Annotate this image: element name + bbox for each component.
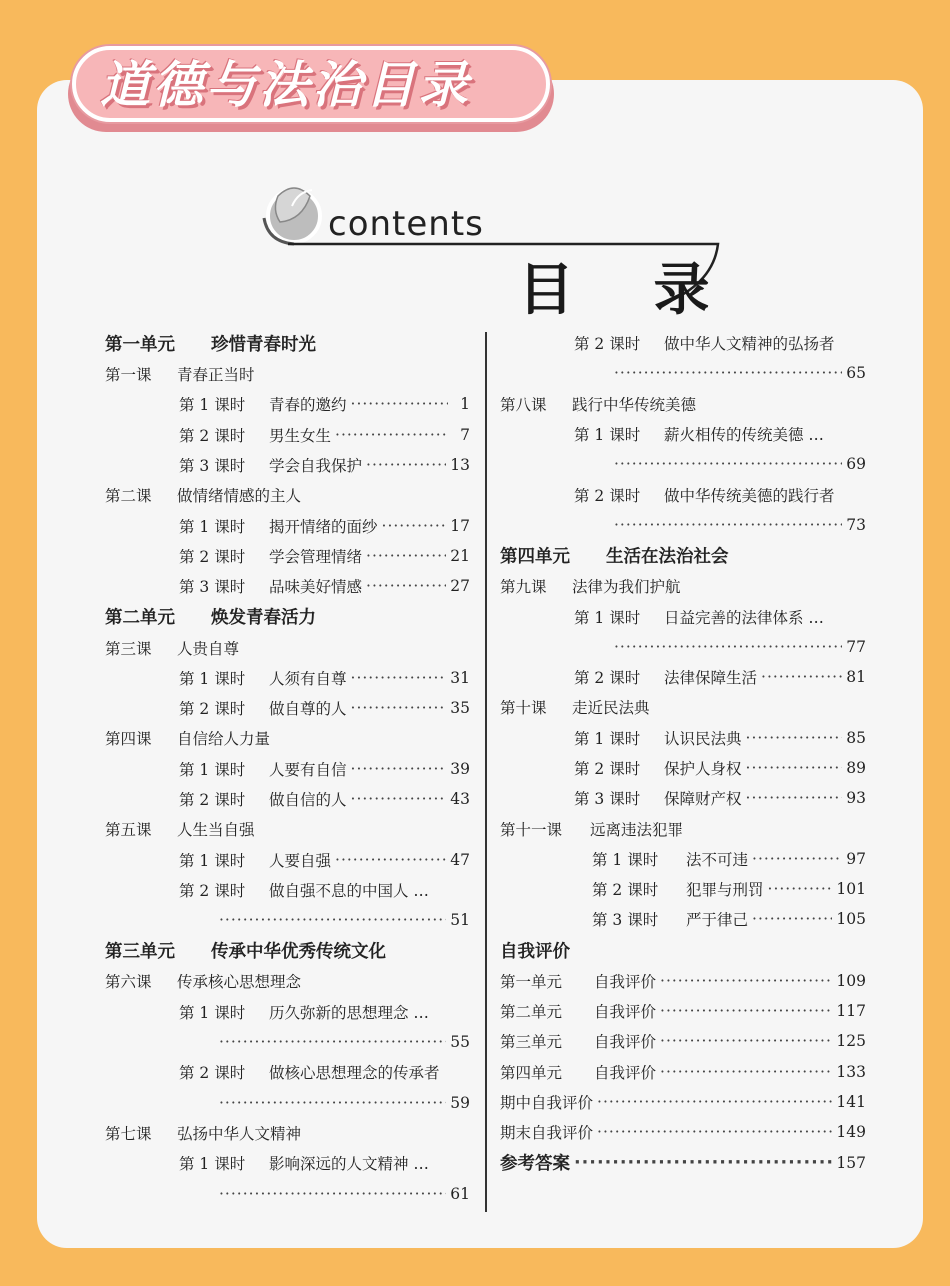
unit-number: 第一单元 (105, 335, 175, 355)
dot-leader (597, 1093, 832, 1111)
period-number: 第 2 课时 (179, 547, 246, 566)
page-number: 7 (460, 425, 470, 444)
toc-period[interactable] (105, 997, 470, 1027)
toc-period-continued[interactable] (105, 1088, 470, 1118)
lesson-title: 远离违法犯罪 (590, 820, 684, 839)
lesson-title: 人贵自尊 (177, 639, 240, 658)
dot-leader (351, 395, 448, 413)
toc-period[interactable] (500, 601, 866, 631)
page-number: 47 (450, 850, 470, 869)
page-number: 81 (846, 668, 866, 687)
period-number: 第 2 课时 (592, 881, 659, 900)
period-number: 第 3 课时 (574, 790, 641, 809)
toc-period-continued[interactable] (105, 1027, 470, 1057)
period-number: 第 2 课时 (179, 426, 246, 445)
toc-evaluation[interactable] (500, 1087, 866, 1117)
period-number: 第 2 课时 (574, 669, 641, 688)
lesson-title: 人生当自强 (177, 821, 255, 840)
unit-title: 生活在法治社会 (606, 547, 729, 568)
toc-period-continued[interactable] (500, 358, 866, 388)
eval-unit: 第一单元 (500, 972, 563, 991)
period-number: 第 1 课时 (179, 396, 246, 415)
toc-section[interactable] (500, 935, 866, 966)
page-number: 133 (836, 1062, 866, 1081)
period-number: 第 1 课时 (574, 608, 641, 627)
period-title: 日益完善的法律体系 … (664, 608, 824, 627)
period-number: 第 2 课时 (179, 881, 246, 900)
page-number: 21 (450, 546, 470, 565)
page-number: 101 (836, 880, 866, 899)
period-title: 法不可违 (686, 850, 749, 869)
dot-leader (335, 426, 448, 444)
dot-leader (219, 1094, 446, 1112)
period-title: 人须有自尊 (269, 669, 347, 688)
unit-number: 第三单元 (105, 942, 175, 963)
toc-period[interactable] (105, 1057, 470, 1087)
period-number: 第 1 课时 (179, 1155, 246, 1174)
toc-right-column (500, 328, 866, 1178)
toc-period[interactable] (105, 875, 470, 905)
dot-leader (746, 759, 843, 777)
dot-leader (660, 972, 832, 990)
page-number: 97 (846, 849, 866, 868)
period-number: 第 1 课时 (574, 426, 641, 445)
toc-period[interactable] (500, 753, 866, 783)
eval-title: 自我评价 (594, 1063, 657, 1082)
mulu-heading: 目 录 (518, 258, 740, 323)
period-title: 人要自强 (269, 851, 332, 870)
dot-leader (351, 790, 447, 808)
lesson-number: 第六课 (105, 973, 152, 992)
toc-period[interactable] (500, 904, 866, 934)
lesson-number: 第二课 (105, 487, 152, 506)
page-number: 31 (450, 668, 470, 687)
dot-leader (351, 760, 447, 778)
contents-word: contents (328, 204, 484, 244)
toc-unit[interactable] (105, 328, 470, 359)
period-title: 男生女生 (269, 426, 332, 445)
eval-unit: 第二单元 (500, 1003, 563, 1022)
dot-leader (366, 577, 446, 595)
toc-unit[interactable] (105, 601, 470, 632)
page-number: 89 (846, 759, 866, 777)
toc-lesson[interactable] (105, 966, 470, 996)
toc-period[interactable] (105, 1148, 470, 1178)
toc-period-continued[interactable] (105, 1178, 470, 1208)
period-title: 历久弥新的思想理念 … (269, 1003, 429, 1022)
toc-period[interactable] (500, 419, 866, 449)
eval-title: 自我评价 (594, 1033, 657, 1052)
page-number: 51 (450, 911, 470, 930)
toc-period-continued[interactable] (500, 510, 866, 540)
dot-leader (219, 1185, 446, 1203)
toc-unit[interactable] (105, 935, 470, 966)
period-title: 保护人身权 (664, 760, 742, 778)
dot-leader (614, 455, 842, 473)
lesson-number: 第四课 (105, 730, 152, 749)
lesson-number: 第八课 (500, 395, 547, 414)
page-number: 61 (450, 1184, 470, 1203)
toc-period[interactable] (105, 541, 470, 571)
toc-lesson[interactable] (105, 723, 470, 753)
period-title: 人要有自信 (269, 760, 347, 779)
dot-leader (614, 516, 842, 534)
toc-period[interactable] (105, 844, 470, 874)
period-title: 犯罪与刑罚 (686, 881, 764, 900)
period-number: 第 3 课时 (592, 911, 659, 930)
dot-leader (335, 851, 446, 869)
dot-leader (614, 638, 842, 656)
page-number: 109 (836, 971, 866, 990)
banner-title: 道德与法治目录 (100, 56, 471, 114)
toc-period[interactable] (105, 754, 470, 784)
lesson-title: 践行中华传统美德 (572, 395, 697, 414)
dot-leader (660, 1032, 832, 1050)
period-title: 做核心思想理念的传承者 (269, 1064, 440, 1083)
page-number: 125 (836, 1032, 866, 1051)
dot-leader (574, 1153, 832, 1173)
page-number: 13 (450, 456, 470, 475)
lesson-title: 青春正当时 (177, 366, 255, 385)
page-number: 85 (846, 728, 866, 747)
period-number: 第 2 课时 (179, 700, 246, 719)
page-number: 149 (836, 1123, 866, 1142)
page-number: 35 (450, 699, 470, 718)
dot-leader (660, 1002, 832, 1020)
toc-lesson[interactable] (105, 359, 470, 389)
toc-evaluation[interactable] (500, 996, 866, 1026)
toc-period[interactable] (105, 571, 470, 601)
unit-title: 珍惜青春时光 (211, 335, 316, 355)
dot-leader (746, 729, 843, 747)
dot-leader (761, 668, 842, 686)
lesson-number: 第五课 (105, 821, 152, 840)
toc-period-continued[interactable] (105, 905, 470, 935)
eval-unit: 第四单元 (500, 1063, 563, 1082)
period-title: 学会自我保护 (269, 457, 363, 476)
toc-evaluation[interactable] (500, 1117, 866, 1147)
dot-leader (351, 699, 447, 717)
page-number: 39 (450, 759, 470, 778)
toc-section[interactable] (500, 1147, 866, 1178)
toc-lesson[interactable] (105, 480, 470, 510)
period-title: 做自强不息的中国人 … (269, 881, 429, 900)
section-title: 自我评价 (500, 941, 570, 962)
eval-unit: 第三单元 (500, 1033, 563, 1052)
dot-leader (752, 850, 842, 868)
period-number: 第 2 课时 (574, 760, 641, 778)
toc-lesson[interactable] (500, 571, 866, 601)
page-number: 105 (836, 910, 866, 929)
dot-leader (366, 456, 446, 474)
period-title: 揭开情绪的面纱 (269, 517, 378, 536)
period-title: 品味美好情感 (269, 578, 363, 597)
unit-number: 第二单元 (105, 608, 175, 629)
page-number: 43 (450, 790, 470, 808)
lesson-title: 走近民法典 (572, 699, 650, 718)
eval-title: 自我评价 (594, 972, 657, 991)
period-number: 第 1 课时 (179, 760, 246, 779)
dot-leader (597, 1123, 832, 1141)
period-title: 认识民法典 (664, 729, 742, 748)
dot-leader (614, 364, 842, 382)
period-number: 第 1 课时 (179, 851, 246, 870)
page-number: 65 (846, 364, 866, 383)
toc-period[interactable] (500, 662, 866, 692)
toc-period[interactable] (105, 450, 470, 480)
dot-leader (219, 1033, 446, 1051)
toc-left-column (105, 328, 470, 1209)
page-number: 55 (450, 1033, 470, 1052)
lesson-number: 第七课 (105, 1124, 152, 1143)
page-number: 17 (450, 516, 470, 535)
lesson-title: 传承核心思想理念 (177, 973, 302, 992)
page-number: 93 (846, 789, 866, 808)
toc-period[interactable] (500, 844, 866, 874)
period-number: 第 1 课时 (574, 729, 641, 748)
page-number: 77 (846, 637, 866, 656)
toc-period[interactable] (105, 663, 470, 693)
toc-evaluation[interactable] (500, 1057, 866, 1087)
unit-number: 第四单元 (500, 547, 570, 568)
eval-title: 自我评价 (594, 1003, 657, 1022)
period-number: 第 1 课时 (179, 1003, 246, 1022)
page-number: 157 (836, 1153, 866, 1172)
period-number: 第 1 课时 (179, 669, 246, 688)
lesson-number: 第九课 (500, 578, 547, 597)
lesson-number: 第三课 (105, 639, 152, 658)
page-number: 69 (846, 455, 866, 474)
toc-lesson[interactable] (105, 1118, 470, 1148)
toc-period[interactable] (500, 479, 866, 509)
toc-period[interactable] (500, 783, 866, 813)
dot-leader (382, 517, 447, 535)
period-title: 做中华传统美德的践行者 (664, 486, 835, 505)
period-number: 第 2 课时 (179, 1064, 246, 1083)
lesson-number: 第十一课 (500, 820, 563, 839)
toc-period[interactable] (500, 328, 866, 358)
section-title: 参考答案 (500, 1154, 570, 1175)
page-number: 117 (836, 1002, 866, 1021)
page-number: 27 (450, 577, 470, 596)
eval-title: 期中自我评价 (500, 1093, 594, 1112)
toc-period-continued[interactable] (500, 449, 866, 479)
period-title: 做中华人文精神的弘扬者 (664, 335, 835, 354)
period-title: 学会管理情绪 (269, 547, 363, 566)
lesson-number: 第十课 (500, 699, 547, 718)
unit-title: 焕发青春活力 (211, 608, 316, 629)
toc-period[interactable] (105, 389, 470, 419)
toc-lesson[interactable] (500, 692, 866, 722)
period-title: 薪火相传的传统美德 … (664, 426, 824, 445)
period-title: 青春的邀约 (269, 396, 347, 415)
toc-period[interactable] (500, 723, 866, 753)
toc-evaluation[interactable] (500, 1026, 866, 1056)
column-divider (485, 332, 487, 1212)
toc-lesson[interactable] (500, 813, 866, 843)
period-title: 保障财产权 (664, 790, 742, 809)
toc-lesson[interactable] (500, 389, 866, 419)
period-number: 第 1 课时 (179, 517, 246, 536)
period-title: 做自尊的人 (269, 700, 347, 719)
lesson-title: 自信给人力量 (177, 730, 271, 749)
toc-period[interactable] (105, 693, 470, 723)
lesson-title: 弘扬中华人文精神 (177, 1124, 302, 1143)
toc-period-continued[interactable] (500, 632, 866, 662)
period-title: 法律保障生活 (664, 669, 758, 688)
page-number: 73 (846, 515, 866, 534)
period-number: 第 2 课时 (179, 791, 246, 809)
toc-period[interactable] (500, 874, 866, 904)
dot-leader (752, 910, 832, 928)
page-number: 59 (450, 1093, 470, 1112)
period-number: 第 3 课时 (179, 578, 246, 597)
toc-lesson[interactable] (105, 814, 470, 844)
period-title: 影响深远的人文精神 … (269, 1155, 429, 1174)
toc-period[interactable] (105, 420, 470, 450)
period-number: 第 3 课时 (179, 457, 246, 476)
dot-leader (768, 880, 833, 898)
dot-leader (660, 1063, 832, 1081)
toc-period[interactable] (105, 784, 470, 814)
toc-evaluation[interactable] (500, 966, 866, 996)
period-number: 第 1 课时 (592, 850, 659, 869)
toc-period[interactable] (105, 510, 470, 540)
dot-leader (219, 911, 446, 929)
period-title: 严于律己 (686, 911, 749, 930)
unit-title: 传承中华优秀传统文化 (211, 942, 386, 963)
toc-unit[interactable] (500, 540, 866, 571)
period-number: 第 2 课时 (574, 486, 641, 505)
dot-leader (366, 547, 446, 565)
dot-leader (351, 669, 447, 687)
lesson-title: 法律为我们护航 (572, 578, 681, 597)
lesson-number: 第一课 (105, 366, 152, 385)
period-title: 做自信的人 (269, 791, 347, 809)
eval-title: 期末自我评价 (500, 1124, 594, 1143)
toc-lesson[interactable] (105, 632, 470, 662)
dot-leader (746, 789, 843, 807)
page-number: 141 (836, 1092, 866, 1111)
period-number: 第 2 课时 (574, 335, 641, 354)
lesson-title: 做情绪情感的主人 (177, 487, 302, 506)
page-number: 1 (460, 395, 470, 414)
